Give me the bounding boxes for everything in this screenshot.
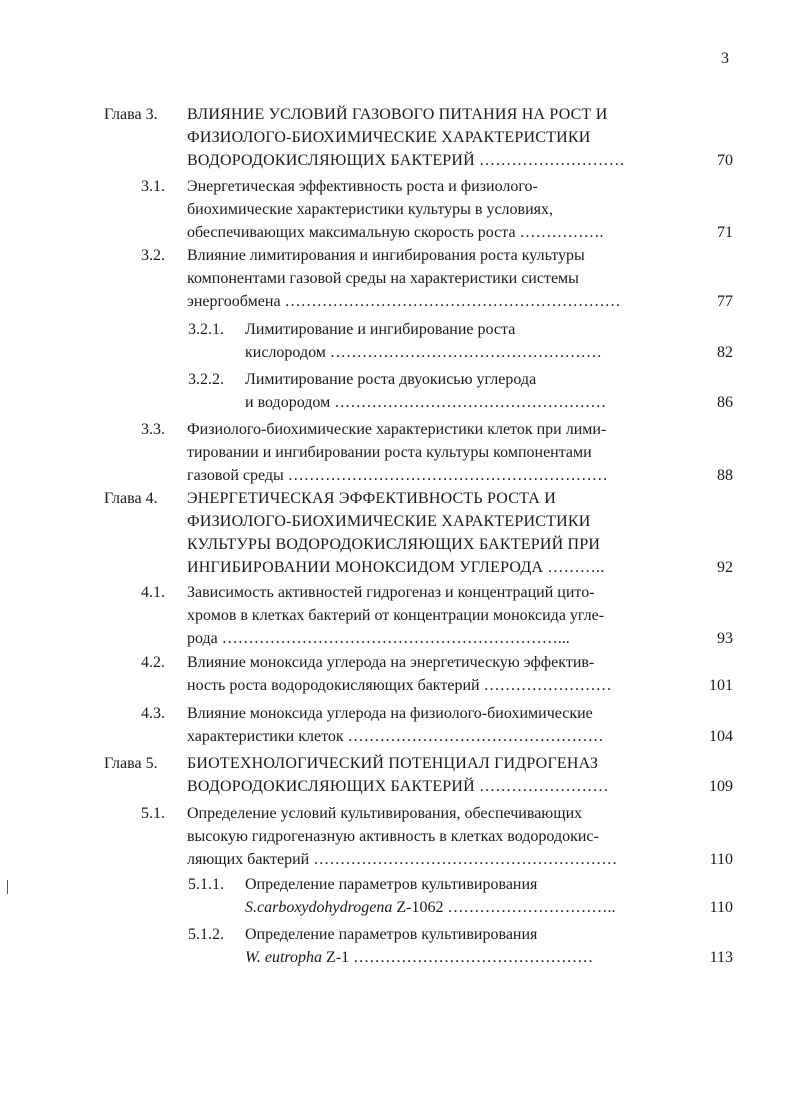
toc-entry-page: 86: [717, 394, 733, 411]
toc-entry-title-line: [245, 896, 615, 919]
toc-entry-title-line: компонентами газовой среды на характеристики системы: [187, 270, 579, 287]
toc-entry-page: 101: [709, 677, 733, 694]
toc-entry-page: 113: [709, 949, 733, 966]
toc-entry-page: 71: [717, 224, 733, 241]
toc-entry-number: 5.1.: [141, 805, 165, 822]
toc-entry-title-line: тировании и ингибировании роста культуры компонентами: [187, 444, 592, 461]
toc-entry-title-line: ИНГИБИРОВАНИИ МОНОКСИДОМ УГЛЕРОДА ………..: [187, 559, 605, 576]
toc-entry-number: Глава 4.: [104, 490, 158, 507]
toc-entry-title-line: БИОТЕХНОЛОГИЧЕСКИЙ ПОТЕНЦИАЛ ГИДРОГЕНАЗ: [187, 755, 599, 772]
toc-entry-number: 3.3.: [141, 421, 165, 438]
toc-entry-title-line: Лимитирование и ингибирование роста: [245, 321, 516, 338]
toc-entry-number: 3.1.: [141, 178, 165, 195]
toc-entry-page: 110: [709, 899, 733, 916]
toc-entry-title-line: Определение параметров культивирования: [245, 876, 538, 893]
toc-entry-page: 92: [717, 559, 733, 576]
toc-entry-number: 4.1.: [141, 584, 165, 601]
toc-entry-title-tail: Z-1 ………………………………………: [322, 949, 594, 966]
toc-entry-title-line: рода ………………………………………………………...: [187, 630, 570, 647]
toc-entry-title-line: Зависимость активностей гидрогеназ и концентраций цито-: [187, 584, 595, 601]
toc-entry-number: 5.1.2.: [188, 926, 224, 943]
toc-entry-number: 5.1.1.: [188, 876, 224, 893]
toc-entry-title-line: КУЛЬТУРЫ ВОДОРОДОКИСЛЯЮЩИХ БАКТЕРИЙ ПРИ: [187, 536, 601, 553]
toc-entry-title-line: Влияние моноксида углерода на физиолого-биохимические: [187, 705, 593, 722]
toc-entry-title-line: кислородом ……………………………………………: [245, 344, 602, 361]
toc-entry-title-line: и водородом ……………………………………………: [245, 394, 607, 411]
toc-entry-page: 88: [717, 467, 733, 484]
toc-entry-number: 4.3.: [141, 705, 165, 722]
toc-entry-page: 77: [717, 293, 733, 310]
toc-entry-title-line: Энергетическая эффективность роста и физиолого-: [187, 178, 538, 195]
toc-entry-page: 82: [717, 344, 733, 361]
toc-entry-title-line: ВОДОРОДОКИСЛЯЮЩИХ БАКТЕРИЙ ………………………: [187, 152, 625, 169]
toc-entry-page: 110: [709, 851, 733, 868]
toc-entry-page: 104: [709, 728, 733, 745]
toc-entry-title-line: [245, 946, 593, 969]
toc-entry-title-line: ляющих бактерий …………………………………………………: [187, 851, 618, 868]
toc-entry-title-line: Влияние моноксида углерода на энергетическую эффектив-: [187, 654, 595, 671]
toc-entry-title-line: ЭНЕРГЕТИЧЕСКАЯ ЭФФЕКТИВНОСТЬ РОСТА И: [187, 490, 556, 507]
toc-entry-title-line: энергообмена ………………………………………………………: [187, 293, 621, 310]
page-number: 3: [721, 50, 729, 67]
toc-entry-title-line: Лимитирование роста двуокисью углерода: [245, 371, 537, 388]
toc-entry-page: 70: [717, 152, 733, 169]
toc-entry-page: 93: [717, 630, 733, 647]
toc-entry-title-line: ФИЗИОЛОГО-БИОХИМИЧЕСКИЕ ХАРАКТЕРИСТИКИ: [187, 513, 591, 530]
toc-entry-title-line: Определение параметров культивирования: [245, 926, 538, 943]
toc-entry-title-line: газовой среды ……………………………………………………: [187, 467, 608, 484]
scan-artifact-mark: [7, 880, 8, 894]
toc-entry-title-line: обеспечивающих максимальную скорость роста …………….: [187, 224, 604, 241]
toc-entry-title-line: ВОДОРОДОКИСЛЯЮЩИХ БАКТЕРИЙ ……………………: [187, 778, 609, 795]
toc-entry-number: 3.2.2.: [188, 371, 224, 388]
toc-entry-page: 109: [709, 778, 733, 795]
toc-entry-title-line: биохимические характеристики культуры в условиях,: [187, 201, 554, 218]
toc-entry-number: 3.2.1.: [188, 321, 224, 338]
organism-name: S.carboxydohydrogena: [245, 899, 393, 916]
toc-entry-number: 3.2.: [141, 247, 165, 264]
toc-entry-title-line: хромов в клетках бактерий от концентрации моноксида угле-: [187, 607, 605, 624]
toc-entry-title-line: характеристики клеток …………………………………………: [187, 728, 604, 745]
toc-entry-number: Глава 5.: [104, 755, 158, 772]
organism-name: W. eutropha: [245, 949, 323, 966]
toc-entry-title-line: ВЛИЯНИЕ УСЛОВИЙ ГАЗОВОГО ПИТАНИЯ НА РОСТ И: [187, 106, 608, 123]
toc-entry-title-line: Определение условий культивирования, обеспечивающих: [187, 805, 583, 822]
toc-entry-title-line: ФИЗИОЛОГО-БИОХИМИЧЕСКИЕ ХАРАКТЕРИСТИКИ: [187, 129, 591, 146]
toc-entry-title-line: Физиолого-биохимические характеристики клеток при лими-: [187, 421, 607, 438]
toc-entry-title-tail: Z-1062 …………………………..: [392, 899, 616, 916]
toc-entry-title-line: Влияние лимитирования и ингибирования роста культуры: [187, 247, 585, 264]
toc-entry-number: Глава 3.: [104, 106, 158, 123]
toc-entry-title-line: ность роста водородокисляющих бактерий ……………………: [187, 677, 612, 694]
toc-entry-number: 4.2.: [141, 654, 165, 671]
toc-entry-title-line: высокую гидрогеназную активность в клетках водородокис-: [187, 828, 599, 845]
